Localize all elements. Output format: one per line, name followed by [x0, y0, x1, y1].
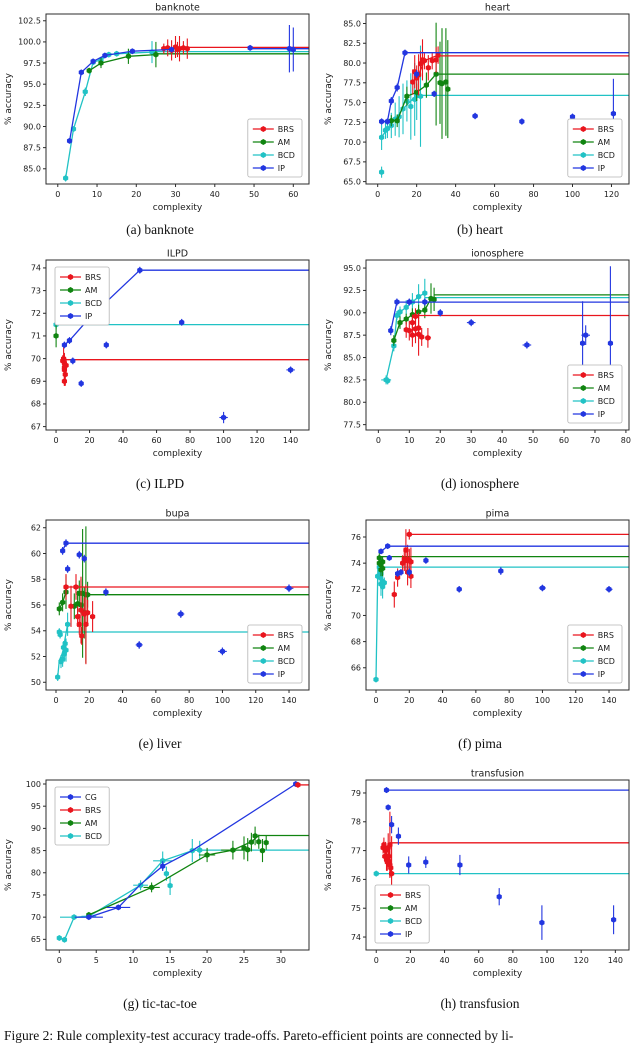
svg-text:0: 0	[373, 696, 379, 705]
svg-text:85.0: 85.0	[343, 353, 361, 363]
svg-text:% accuracy: % accuracy	[4, 838, 14, 892]
svg-text:30: 30	[275, 956, 287, 965]
svg-text:67.5: 67.5	[343, 157, 361, 167]
subplot-caption-f: (f) pima	[458, 736, 502, 751]
svg-text:10: 10	[91, 190, 103, 199]
svg-text:complexity: complexity	[152, 203, 203, 213]
svg-text:92.5: 92.5	[23, 101, 41, 111]
svg-text:80: 80	[507, 956, 518, 965]
svg-text:140: 140	[601, 696, 617, 705]
svg-text:complexity: complexity	[472, 709, 523, 719]
svg-text:% accuracy: % accuracy	[4, 318, 14, 372]
svg-text:10: 10	[404, 436, 415, 445]
svg-text:10: 10	[128, 956, 139, 965]
svg-text:75: 75	[350, 904, 361, 914]
svg-text:54: 54	[30, 626, 41, 636]
svg-text:50: 50	[527, 436, 539, 445]
svg-text:97.5: 97.5	[23, 58, 41, 68]
svg-text:85: 85	[30, 846, 41, 856]
series-BRS	[392, 529, 629, 607]
svg-text:74: 74	[30, 263, 41, 273]
svg-text:100: 100	[564, 190, 581, 199]
svg-text:BCD: BCD	[85, 831, 103, 841]
svg-text:68: 68	[30, 399, 41, 409]
svg-text:AM: AM	[277, 643, 291, 653]
svg-text:79: 79	[350, 788, 361, 798]
svg-text:IP: IP	[597, 163, 605, 173]
svg-text:85.0: 85.0	[343, 19, 361, 29]
svg-text:70: 70	[30, 354, 41, 364]
svg-text:% accuracy: % accuracy	[324, 838, 334, 892]
svg-text:82.5: 82.5	[343, 375, 361, 385]
row-2	[0, 238, 640, 498]
svg-text:80: 80	[184, 436, 196, 445]
svg-text:72: 72	[30, 309, 41, 319]
legend	[55, 267, 109, 325]
row-3	[0, 498, 640, 758]
legend	[375, 885, 429, 943]
subplot-a-banknote	[0, 0, 320, 238]
svg-text:complexity: complexity	[472, 203, 523, 213]
svg-text:0: 0	[53, 696, 59, 705]
svg-text:71: 71	[30, 331, 41, 341]
svg-text:77.5: 77.5	[343, 78, 361, 88]
svg-text:60: 60	[150, 696, 161, 705]
svg-text:40: 40	[497, 436, 508, 445]
svg-text:100: 100	[534, 696, 551, 705]
svg-text:20: 20	[84, 696, 95, 705]
svg-text:60: 60	[470, 696, 481, 705]
svg-text:20: 20	[411, 190, 422, 199]
svg-text:% accuracy: % accuracy	[4, 72, 14, 126]
svg-text:76: 76	[350, 875, 361, 885]
svg-text:70: 70	[589, 436, 601, 445]
svg-text:AM: AM	[597, 643, 611, 653]
series-BRS	[404, 308, 629, 355]
svg-text:BRS: BRS	[597, 630, 614, 640]
svg-text:20: 20	[405, 956, 416, 965]
svg-text:73: 73	[30, 286, 41, 296]
chart-ilpd	[0, 248, 320, 464]
svg-text:AM: AM	[85, 818, 98, 828]
axes	[4, 780, 309, 979]
svg-text:70: 70	[350, 611, 361, 621]
svg-text:IP: IP	[597, 669, 605, 679]
svg-text:complexity: complexity	[152, 709, 203, 719]
chart-transfusion	[320, 768, 640, 984]
series-AM	[86, 827, 309, 918]
svg-text:75.0: 75.0	[343, 98, 361, 108]
svg-text:BCD: BCD	[277, 150, 295, 160]
legend	[568, 119, 622, 177]
axes	[324, 3, 629, 214]
subplot-caption-h: (h) transfusion	[440, 996, 520, 1011]
svg-text:90.0: 90.0	[23, 122, 41, 132]
svg-text:77: 77	[350, 846, 361, 856]
chart-pima	[320, 508, 640, 724]
svg-text:95.0: 95.0	[343, 263, 361, 273]
svg-text:BRS: BRS	[597, 370, 614, 380]
svg-text:40: 40	[117, 436, 129, 445]
svg-text:complexity: complexity	[472, 449, 523, 459]
subplot-caption-g: (g) tic-tac-toe	[123, 996, 197, 1011]
svg-text:BCD: BCD	[597, 150, 615, 160]
svg-text:AM: AM	[597, 383, 611, 393]
svg-text:90.0: 90.0	[343, 308, 361, 318]
svg-text:BCD: BCD	[405, 916, 423, 926]
svg-text:62: 62	[30, 523, 41, 533]
svg-text:60: 60	[473, 956, 484, 965]
svg-text:20: 20	[131, 190, 142, 199]
svg-text:65: 65	[30, 935, 41, 945]
series-BRS	[295, 782, 309, 788]
svg-text:87.5: 87.5	[343, 330, 361, 340]
svg-text:20: 20	[404, 696, 415, 705]
svg-text:30: 30	[466, 436, 477, 445]
subplot-caption-c: (c) ILPD	[135, 476, 185, 491]
svg-text:complexity: complexity	[472, 969, 523, 979]
legend	[248, 119, 302, 177]
series-BRS	[410, 39, 629, 95]
legend	[55, 787, 109, 845]
svg-text:100: 100	[539, 956, 555, 965]
svg-text:BCD: BCD	[597, 396, 615, 406]
svg-text:CG: CG	[85, 792, 97, 802]
svg-text:90: 90	[30, 824, 41, 834]
svg-text:66: 66	[350, 663, 361, 673]
chart-tic-tac-toe	[0, 768, 320, 984]
subplot-caption-d: (d) ionosphere	[440, 476, 520, 491]
chart-ionosphere	[320, 248, 640, 464]
svg-text:80.0: 80.0	[343, 398, 361, 408]
svg-text:% accuracy: % accuracy	[324, 578, 334, 632]
svg-text:AM: AM	[405, 903, 418, 913]
svg-text:74: 74	[350, 558, 361, 568]
svg-text:40: 40	[117, 696, 128, 705]
subplot-d-ionosphere	[320, 238, 640, 498]
svg-text:IP: IP	[277, 163, 285, 173]
svg-text:0: 0	[373, 956, 379, 965]
chart-heart	[320, 2, 640, 218]
svg-text:60: 60	[558, 436, 570, 445]
subplot-f-pima	[320, 498, 640, 758]
subplot-e-liver	[0, 498, 320, 758]
svg-text:77.5: 77.5	[343, 420, 361, 430]
svg-text:heart: heart	[484, 2, 511, 14]
svg-text:40: 40	[439, 956, 450, 965]
svg-text:AM: AM	[597, 137, 611, 147]
svg-text:BRS: BRS	[85, 805, 102, 815]
svg-text:75: 75	[30, 890, 41, 900]
row-4	[0, 758, 640, 1022]
svg-text:80: 80	[528, 190, 539, 199]
svg-text:80: 80	[184, 696, 195, 705]
axes	[4, 509, 309, 720]
svg-text:140: 140	[282, 436, 299, 445]
svg-text:120: 120	[249, 436, 265, 445]
svg-text:120: 120	[248, 696, 264, 705]
svg-text:transfusion: transfusion	[470, 768, 525, 780]
subplot-caption-e: (e) liver	[138, 736, 182, 751]
svg-text:BRS: BRS	[277, 124, 294, 134]
axes	[324, 509, 629, 720]
svg-text:72: 72	[350, 585, 361, 595]
svg-text:100: 100	[25, 779, 41, 789]
svg-text:% accuracy: % accuracy	[324, 72, 334, 126]
svg-text:120: 120	[603, 190, 620, 199]
subplot-g-tic-tac-toe	[0, 758, 320, 1022]
svg-text:20: 20	[84, 436, 95, 445]
subplot-caption-a: (a) banknote	[126, 222, 194, 237]
svg-text:95.0: 95.0	[23, 79, 41, 89]
svg-text:60: 60	[288, 190, 299, 199]
svg-text:65.0: 65.0	[343, 177, 361, 187]
svg-text:20: 20	[201, 956, 213, 965]
svg-text:56: 56	[30, 600, 41, 610]
svg-text:IP: IP	[405, 929, 413, 939]
svg-text:20: 20	[435, 436, 446, 445]
svg-text:67: 67	[30, 422, 41, 432]
svg-text:50: 50	[30, 678, 41, 688]
svg-text:pima: pima	[485, 508, 510, 520]
svg-text:120: 120	[573, 956, 589, 965]
svg-text:82.5: 82.5	[343, 39, 361, 49]
svg-text:IP: IP	[277, 669, 285, 679]
svg-text:complexity: complexity	[152, 449, 203, 459]
svg-text:25: 25	[238, 956, 250, 965]
svg-text:95: 95	[30, 801, 41, 811]
svg-text:0: 0	[53, 436, 59, 445]
svg-text:70: 70	[30, 912, 41, 922]
svg-text:87.5: 87.5	[23, 143, 41, 153]
svg-text:100: 100	[214, 696, 231, 705]
axes	[4, 3, 309, 214]
subplot-caption-b: (b) heart	[456, 222, 504, 237]
subplot-b-heart	[320, 0, 640, 238]
svg-text:complexity: complexity	[152, 969, 203, 979]
svg-text:76: 76	[350, 532, 361, 542]
svg-text:BRS: BRS	[85, 272, 102, 282]
svg-text:30: 30	[170, 190, 181, 199]
legend	[568, 365, 622, 423]
axes	[324, 249, 631, 460]
svg-text:AM: AM	[277, 137, 291, 147]
svg-text:100: 100	[215, 436, 232, 445]
series-BCD	[374, 871, 629, 877]
svg-text:% accuracy: % accuracy	[4, 578, 14, 632]
svg-text:BRS: BRS	[277, 630, 294, 640]
chart-banknote	[0, 2, 320, 218]
svg-text:BRS: BRS	[405, 890, 422, 900]
figure-caption: Figure 2: Rule complexity-test accuracy trade-offs. Pareto-efficient points are connected by li-	[4, 1028, 514, 1043]
svg-text:92.5: 92.5	[343, 286, 361, 296]
svg-text:60: 60	[489, 190, 500, 199]
row-1	[0, 0, 640, 238]
svg-text:banknote: banknote	[155, 2, 200, 14]
svg-text:80: 80	[30, 868, 41, 878]
series-AM	[53, 325, 58, 348]
series-BCD	[57, 839, 309, 943]
svg-text:60: 60	[151, 436, 162, 445]
svg-text:40: 40	[450, 190, 461, 199]
svg-text:69: 69	[30, 377, 41, 387]
svg-text:52: 52	[30, 652, 41, 662]
svg-text:BRS: BRS	[597, 124, 614, 134]
svg-text:80.0: 80.0	[343, 58, 361, 68]
series-AM	[87, 42, 309, 74]
svg-text:140: 140	[607, 956, 623, 965]
svg-text:5: 5	[93, 956, 99, 965]
svg-text:140: 140	[281, 696, 297, 705]
svg-text:ILPD: ILPD	[166, 248, 189, 260]
series-IP	[378, 543, 629, 592]
svg-text:40: 40	[437, 696, 448, 705]
svg-text:70.0: 70.0	[343, 137, 361, 147]
svg-text:BCD: BCD	[277, 656, 295, 666]
axes	[4, 249, 309, 460]
svg-text:78: 78	[350, 817, 361, 827]
svg-text:102.5: 102.5	[18, 16, 41, 26]
series-BRS	[60, 347, 309, 386]
svg-text:IP: IP	[85, 311, 93, 321]
svg-text:100.0: 100.0	[18, 37, 41, 47]
svg-text:bupa: bupa	[165, 508, 190, 520]
svg-text:0: 0	[56, 956, 62, 965]
svg-text:50: 50	[248, 190, 260, 199]
svg-text:80: 80	[620, 436, 631, 445]
svg-text:0: 0	[375, 190, 381, 199]
svg-text:68: 68	[350, 637, 361, 647]
svg-text:40: 40	[209, 190, 220, 199]
svg-text:15: 15	[165, 956, 176, 965]
svg-text:120: 120	[568, 696, 584, 705]
svg-text:58: 58	[30, 575, 41, 585]
svg-text:74: 74	[350, 932, 361, 942]
svg-text:80: 80	[504, 696, 515, 705]
svg-text:IP: IP	[597, 409, 605, 419]
svg-text:72.5: 72.5	[343, 118, 361, 128]
svg-text:0: 0	[55, 190, 61, 199]
subplot-c-ilpd	[0, 238, 320, 498]
svg-text:AM: AM	[85, 285, 98, 295]
legend	[568, 625, 622, 683]
svg-text:BCD: BCD	[597, 656, 615, 666]
svg-text:% accuracy: % accuracy	[324, 318, 334, 372]
subplot-h-transfusion	[320, 758, 640, 1022]
svg-text:ionosphere: ionosphere	[471, 248, 524, 260]
svg-text:60: 60	[30, 549, 41, 559]
legend	[248, 625, 302, 683]
chart-bupa	[0, 508, 320, 724]
svg-text:85.0: 85.0	[23, 164, 41, 174]
svg-text:BCD: BCD	[85, 298, 103, 308]
svg-text:0: 0	[375, 436, 381, 445]
